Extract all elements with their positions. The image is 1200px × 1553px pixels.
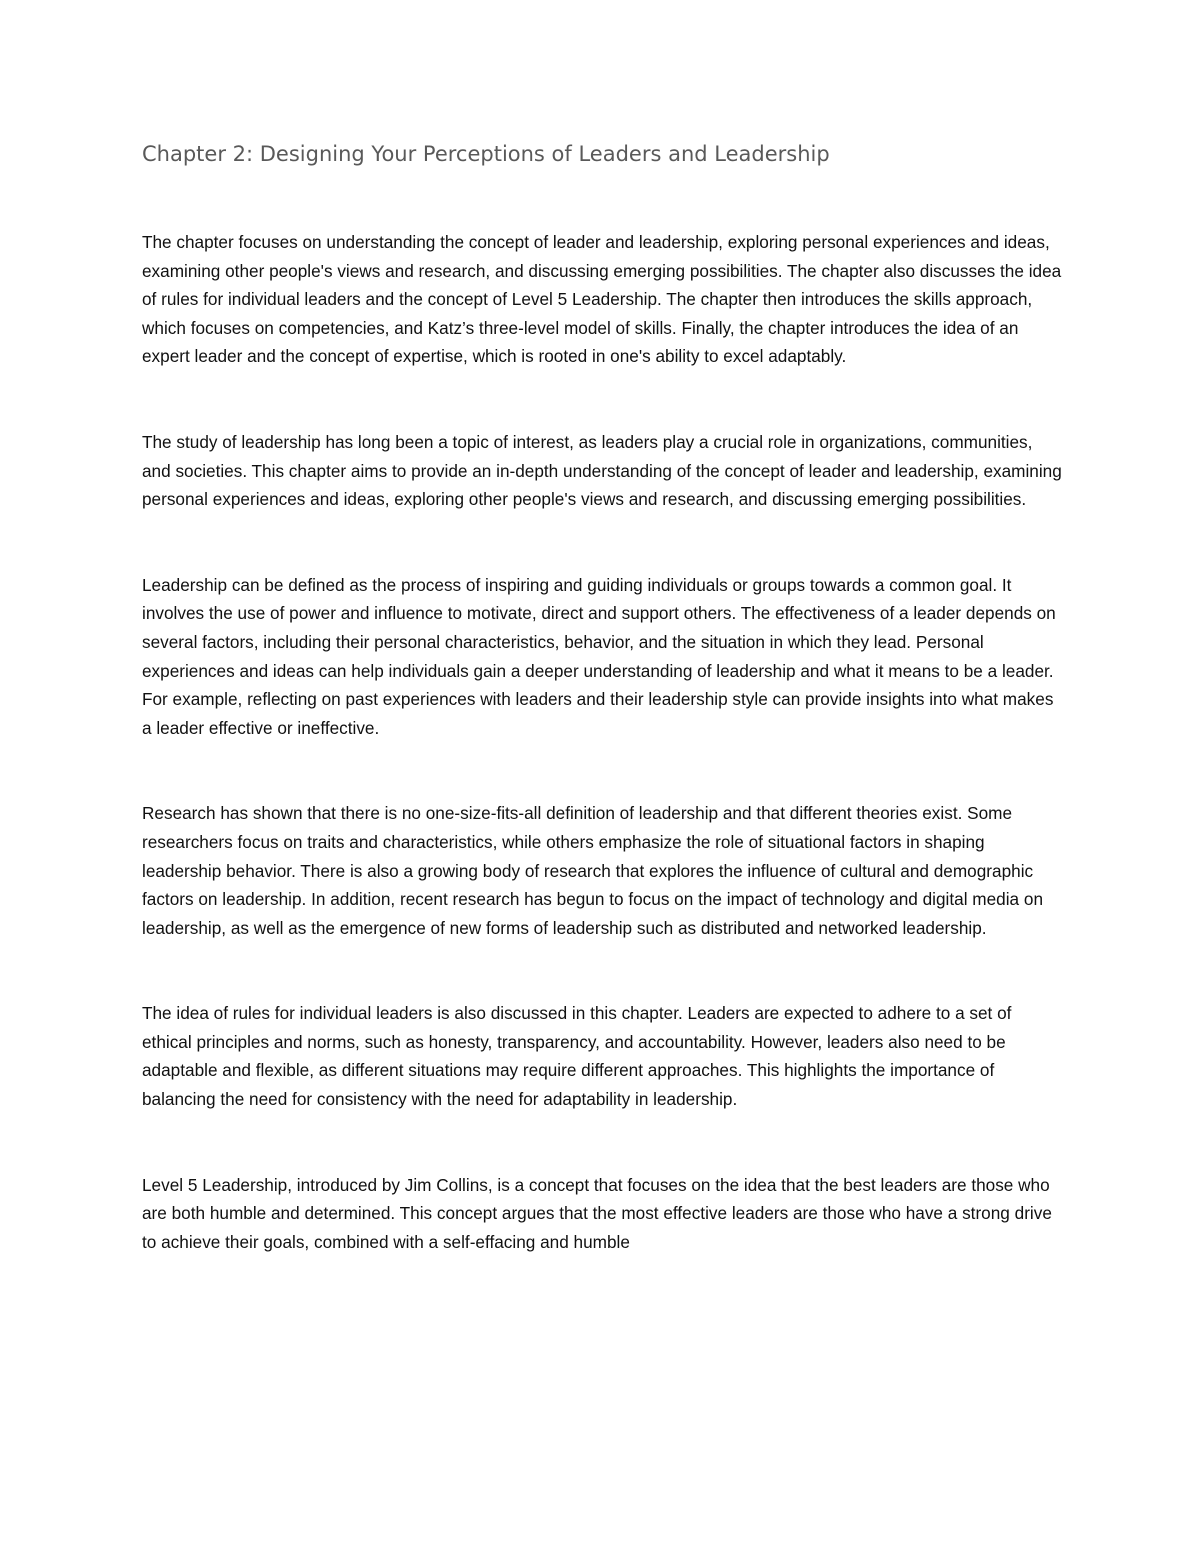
- paragraph-3: Leadership can be defined as the process of inspiring and guiding individuals or groups towards a common goal. It involves the use of power and influence to motivate, direct and support others. The effectiveness of a leader depends on several factors, including their personal characteristics, behavior, and the situation in which they lead. Personal experiences and ideas can help individuals gain a deeper understanding of leadership and what it means to be a leader. For example, reflecting on past experiences with leaders and their leadership style can provide insights into what makes a leader effective or ineffective.: [142, 574, 1056, 738]
- paragraph-4: Research has shown that there is no one-size-fits-all definition of leadership and that different theories exist. Some researchers focus on traits and characteristics, while others emphasize the role of situational factors in shaping leadership behavior. There is also a growing body of research that explores the influence of cultural and demographic factors on leadership. In addition, recent research has begun to focus on the impact of technology and digital media on leadership, as well as the emergence of new forms of leadership such as distributed and networked leadership.: [142, 803, 1044, 938]
- paragraph-6: Level 5 Leadership, introduced by Jim Collins, is a concept that focuses on the idea that the best leaders are those who are both humble and determined. This concept argues that the most effective leaders are those who have a strong drive to achieve their goals, combined with a self-effacing and humble: [142, 1174, 1052, 1252]
- chapter-title: Chapter 2: Designing Your Perceptions of Leaders and Leadership: [142, 142, 830, 166]
- paragraph-1: The chapter focuses on understanding the concept of leader and leadership, exploring personal experiences and ideas, examining other people's views and research, and discussing emerging possibilities. The chapter also discusses the idea of rules for individual leaders and the concept of Level 5 Leadership. The chapter then introduces the skills approach, which focuses on competencies, and Katz’s three-level model of skills. Finally, the chapter introduces the idea of an expert leader and the concept of expertise, which is rooted in one's ability to excel adaptably.: [142, 232, 1062, 367]
- paragraph-2: The study of leadership has long been a topic of interest, as leaders play a crucial role in organizations, communities, and societies. This chapter aims to provide an in-depth understanding of the concept of leader and leadership, examining personal experiences and ideas, exploring other people's views and research, and discussing emerging possibilities.: [142, 431, 1062, 510]
- paragraph-5: The idea of rules for individual leaders is also discussed in this chapter. Leaders are expected to adhere to a set of ethical principles and norms, such as honesty, transparency, and accountability. However, leaders also need to be adaptable and flexible, as different situations may require different approaches. This highlights the importance of balancing the need for consistency with the need for adaptability in leadership.: [142, 1003, 1012, 1110]
- document-body: [142, 228, 1064, 1256]
